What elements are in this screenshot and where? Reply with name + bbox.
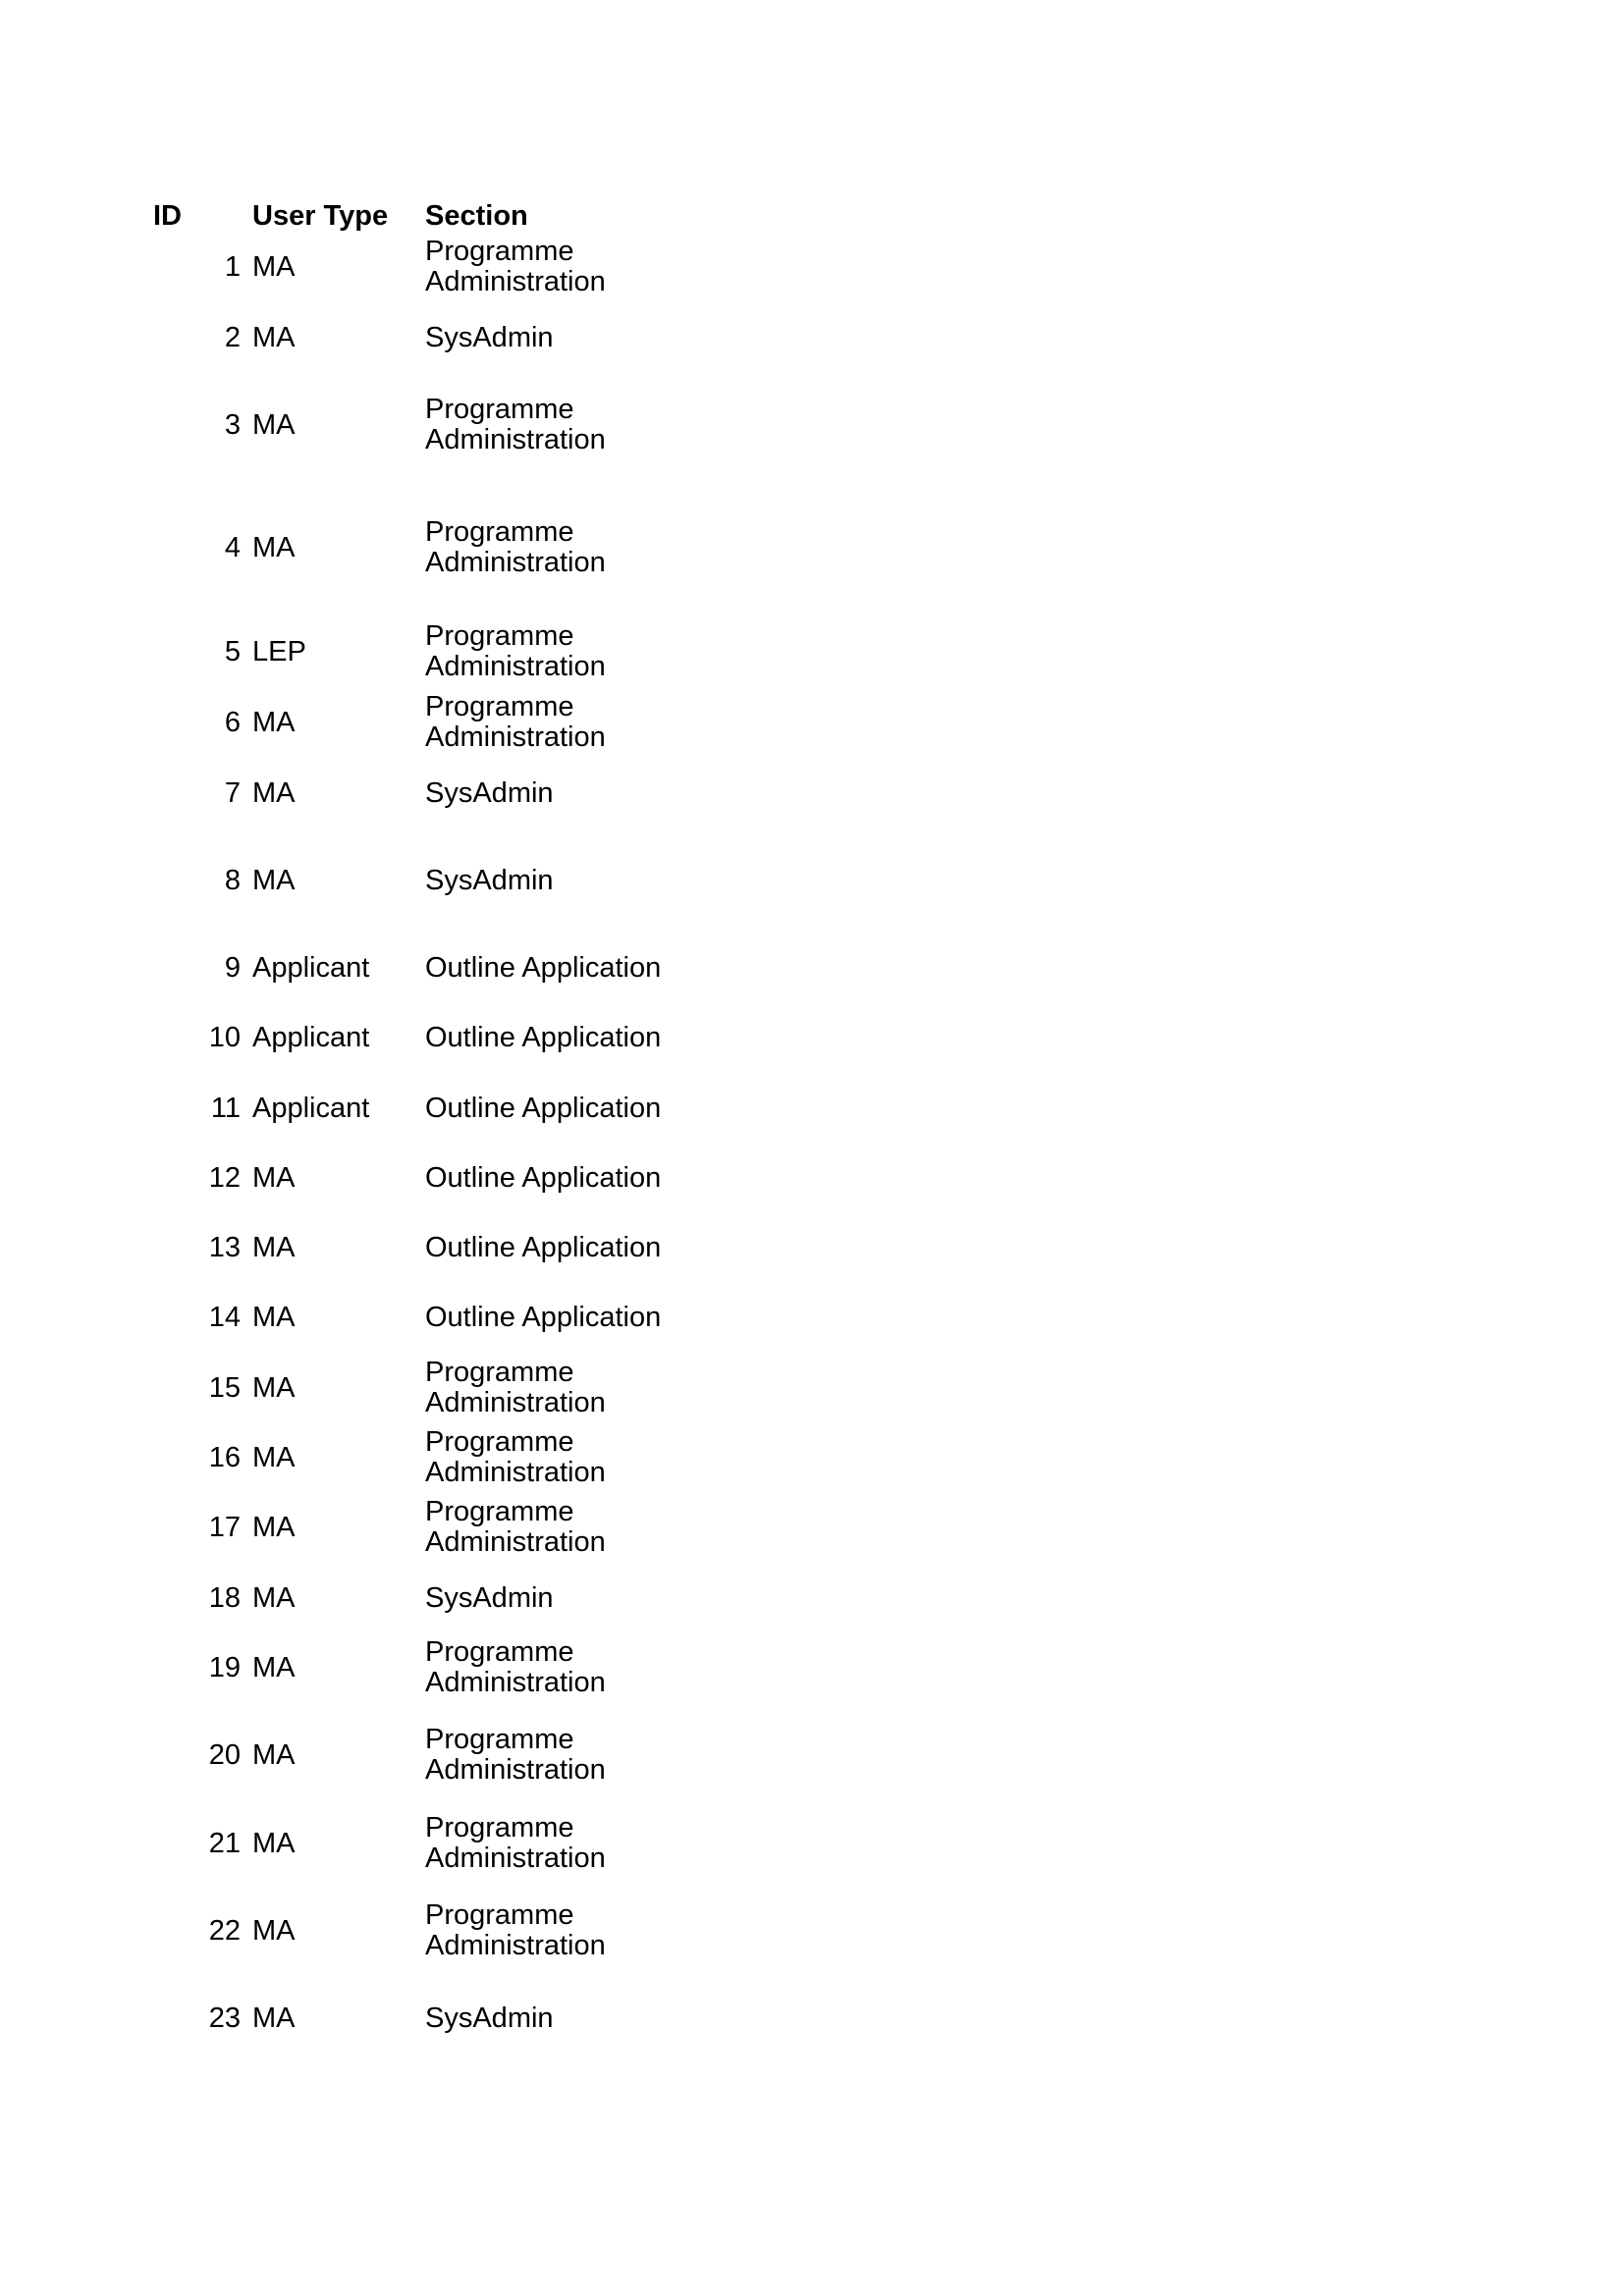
cell-id: 3: [224, 408, 241, 441]
table-row: [0, 1232, 785, 1263]
cell-id: 14: [208, 1301, 241, 1333]
cell-user-type: MA: [252, 1581, 296, 1614]
cell-user-type: Applicant: [252, 1021, 370, 1053]
table-header: [0, 198, 785, 234]
cell-section: Programme Administration: [425, 394, 606, 455]
cell-id: 1: [224, 250, 241, 283]
cell-user-type: MA: [252, 321, 296, 353]
cell-user-type: MA: [252, 1161, 296, 1194]
cell-user-type: MA: [252, 1651, 296, 1683]
cell-id: 17: [208, 1511, 241, 1543]
cell-section: Programme Administration: [425, 516, 606, 578]
cell-section: SysAdmin: [425, 776, 554, 809]
table-row: [0, 1724, 785, 1787]
cell-section: Programme Administration: [425, 1724, 606, 1786]
header-user-type: User Type: [252, 200, 389, 232]
header-section: Section: [425, 200, 528, 232]
cell-id: 13: [208, 1231, 241, 1263]
cell-user-type: MA: [252, 1441, 296, 1473]
cell-id: 21: [208, 1827, 241, 1859]
cell-id: 6: [224, 706, 241, 738]
cell-section: Outline Application: [425, 1021, 662, 1053]
cell-id: 20: [208, 1738, 241, 1771]
cell-id: 16: [208, 1441, 241, 1473]
cell-user-type: MA: [252, 1738, 296, 1771]
cell-id: 18: [208, 1581, 241, 1614]
cell-user-type: MA: [252, 706, 296, 738]
cell-id: 19: [208, 1651, 241, 1683]
cell-section: Programme Administration: [425, 1812, 606, 1874]
cell-section: SysAdmin: [425, 2002, 554, 2034]
cell-id: 11: [210, 1092, 241, 1124]
cell-user-type: MA: [252, 531, 296, 563]
table-row: [0, 1636, 785, 1699]
cell-id: 12: [208, 1161, 241, 1194]
cell-section: Programme Administration: [425, 236, 606, 297]
cell-user-type: MA: [252, 1371, 296, 1404]
cell-section: SysAdmin: [425, 864, 554, 896]
table-row: [0, 1582, 785, 1614]
cell-id: 2: [224, 321, 241, 353]
cell-section: SysAdmin: [425, 321, 554, 353]
table-row: [0, 1093, 785, 1124]
cell-user-type: MA: [252, 250, 296, 283]
table-row: [0, 1899, 785, 1962]
table-row: [0, 865, 785, 896]
cell-section: Outline Application: [425, 1161, 662, 1194]
header-id: ID: [153, 200, 182, 232]
table-row: [0, 691, 785, 754]
cell-section: Programme Administration: [425, 620, 606, 682]
table-row: [0, 777, 785, 809]
cell-user-type: MA: [252, 1827, 296, 1859]
cell-user-type: Applicant: [252, 951, 370, 984]
cell-section: Programme Administration: [425, 1899, 606, 1961]
table-row: [0, 1022, 785, 1053]
cell-user-type: MA: [252, 408, 296, 441]
cell-section: Outline Application: [425, 951, 662, 984]
cell-section: SysAdmin: [425, 1581, 554, 1614]
cell-id: 15: [208, 1371, 241, 1404]
cell-section: Programme Administration: [425, 1357, 606, 1418]
table-row: [0, 516, 785, 579]
cell-user-type: MA: [252, 776, 296, 809]
table-row: [0, 1426, 785, 1489]
cell-section: Outline Application: [425, 1301, 662, 1333]
cell-id: 8: [224, 864, 241, 896]
cell-user-type: LEP: [252, 635, 306, 667]
cell-id: 23: [208, 2002, 241, 2034]
cell-id: 22: [208, 1914, 241, 1947]
cell-user-type: Applicant: [252, 1092, 370, 1124]
table-row: [0, 2002, 785, 2034]
cell-id: 4: [224, 531, 241, 563]
cell-section: Programme Administration: [425, 691, 606, 753]
table-row: [0, 620, 785, 683]
table-row: [0, 322, 785, 353]
table-row: [0, 394, 785, 456]
cell-user-type: MA: [252, 2002, 296, 2034]
cell-user-type: MA: [252, 1914, 296, 1947]
table-row: [0, 1812, 785, 1875]
cell-id: 5: [224, 635, 241, 667]
cell-section: Programme Administration: [425, 1636, 606, 1698]
cell-user-type: MA: [252, 1301, 296, 1333]
table-row: [0, 952, 785, 984]
cell-id: 7: [224, 776, 241, 809]
table-row: [0, 1357, 785, 1419]
table-row: [0, 1162, 785, 1194]
cell-section: Outline Application: [425, 1231, 662, 1263]
table-row: [0, 236, 785, 298]
cell-section: Programme Administration: [425, 1426, 606, 1488]
cell-user-type: MA: [252, 1511, 296, 1543]
table-row: [0, 1302, 785, 1333]
table-row: [0, 1496, 785, 1559]
cell-section: Outline Application: [425, 1092, 662, 1124]
cell-section: Programme Administration: [425, 1496, 606, 1558]
cell-id: 9: [224, 951, 241, 984]
cell-id: 10: [208, 1021, 241, 1053]
cell-user-type: MA: [252, 864, 296, 896]
cell-user-type: MA: [252, 1231, 296, 1263]
